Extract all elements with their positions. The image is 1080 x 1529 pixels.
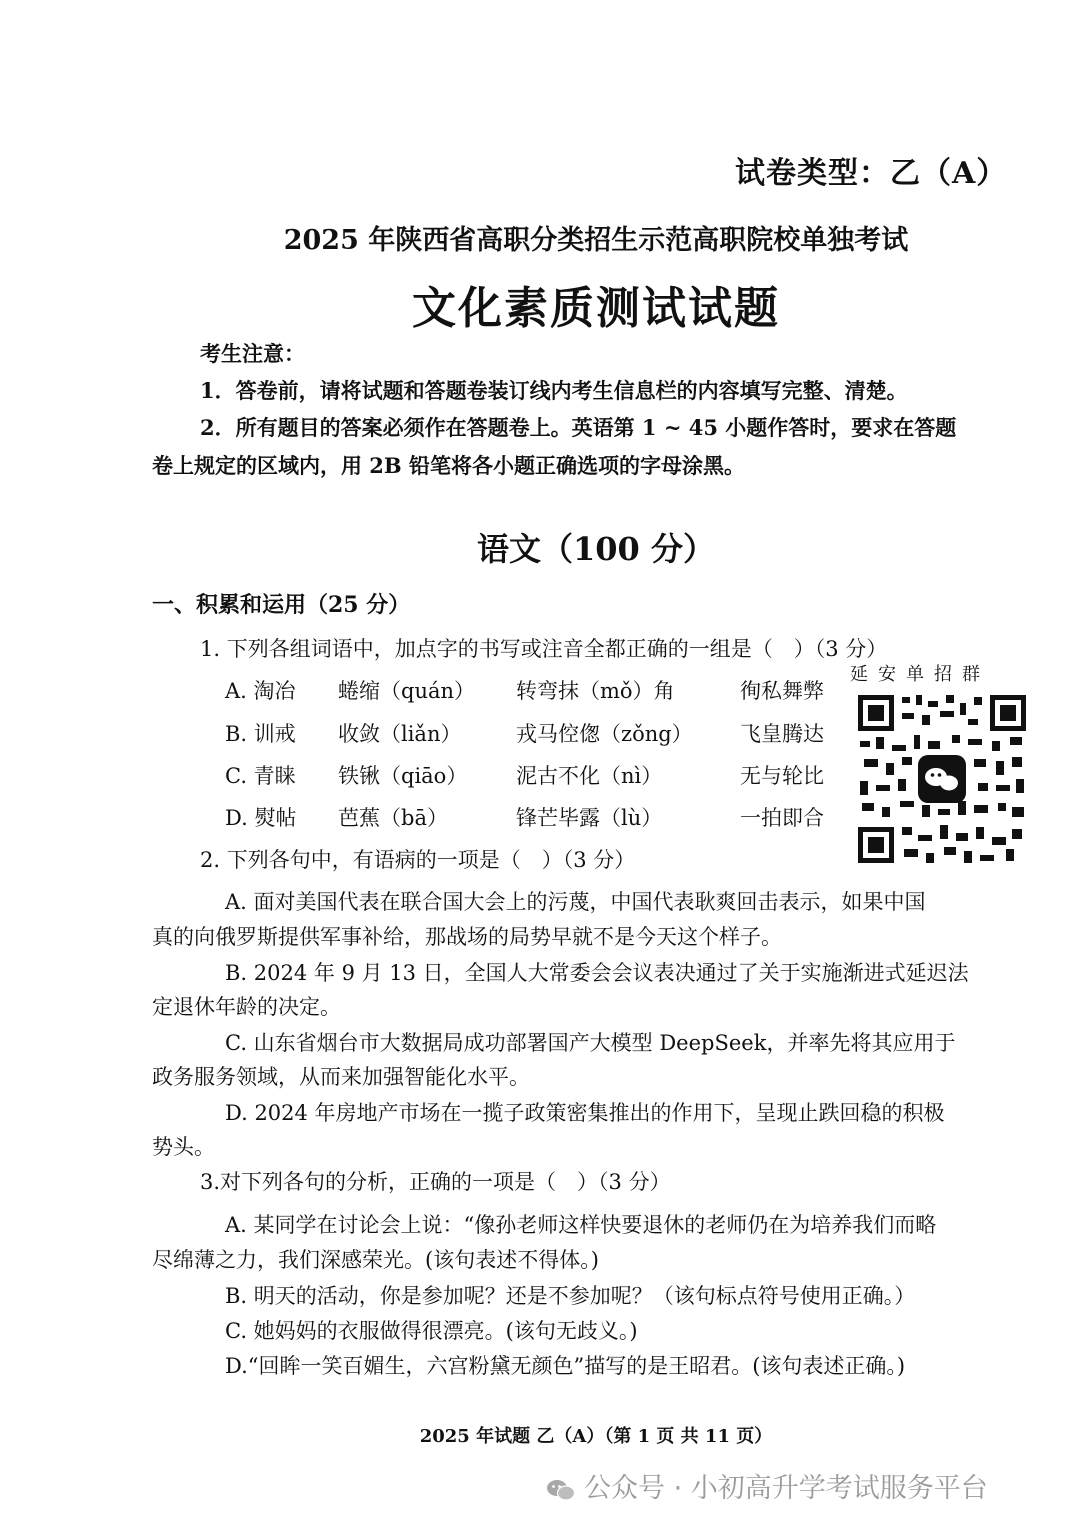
q1-option-b-word4: 飞皇腾达 — [740, 722, 824, 746]
q2-option-a-line-1: A. 面对美国代表在联合国大会上的污蔑，中国代表耿爽回击表示，如果中国 — [225, 890, 926, 914]
q1-option-c-word4: 无与轮比 — [740, 764, 824, 788]
q1-option-a-word1: A. 淘冶 — [225, 679, 296, 703]
q3-option-a-line-1: A. 某同学在讨论会上说：“像孙老师这样快要退休的老师仍在为培养我们而略 — [225, 1213, 937, 1237]
q2-option-d-line-2: 势头。 — [152, 1135, 215, 1159]
q1-option-b-word3: 戎马倥偬（zǒng） — [516, 722, 693, 746]
notice-item-2-line-1: 2．所有题目的答案必须作在答题卷上。英语第 1 ~ 45 小题作答时，要求在答题 — [200, 415, 957, 440]
q3-option-b: B. 明天的活动，你是参加呢？还是不参加呢？（该句标点符号使用正确。） — [225, 1284, 916, 1308]
q1-option-d-word4: 一拍即合 — [740, 806, 824, 830]
main-title: 文化素质测试试题 — [412, 283, 780, 334]
q2-option-c-line-2: 政务服务领域，从而来加强智能化水平。 — [152, 1065, 530, 1089]
q2-option-d-line-1: D. 2024 年房地产市场在一揽子政策密集推出的作用下，呈现止跌回稳的积极 — [225, 1101, 945, 1125]
q2-option-b-line-1: B. 2024 年 9 月 13 日，全国人大常委会会议表决通过了关于实施渐进式延迟法 — [225, 961, 969, 985]
q2-option-b-line-2: 定退休年龄的决定。 — [152, 995, 341, 1019]
part-title: 一、积累和运用（25 分） — [152, 592, 411, 618]
q1-option-d-word2: 芭蕉（bā） — [338, 806, 448, 830]
q1-option-c-word2: 铁锹（qiāo） — [338, 764, 468, 788]
question-1-stem: 1. 下列各组词语中，加点字的书写或注音全都正确的一组是（ ）（3 分） — [200, 637, 888, 661]
q1-option-b-word1: B. 训戒 — [225, 722, 296, 746]
watermark — [546, 1466, 988, 1505]
notice-heading: 考生注意： — [200, 341, 305, 366]
q3-option-a-line-2: 尽绵薄之力，我们深感荣光。(该句表述不得体。) — [152, 1248, 599, 1272]
q3-option-d: D.“回眸一笑百媚生，六宫粉黛无颜色”描写的是王昭君。(该句表述正确。) — [225, 1354, 906, 1378]
q1-option-a-word4: 徇私舞弊 — [740, 679, 824, 703]
page-footer: 2025 年试题 乙（A）（第 1 页 共 11 页） — [419, 1426, 773, 1447]
qr-label: 延安单招群 — [850, 664, 990, 685]
q1-option-a-word3: 转弯抹（mǒ）角 — [516, 679, 675, 703]
watermark-text: 公众号 · 小初高升学考试服务平台 — [584, 1473, 988, 1504]
q1-option-a-word2: 蜷缩（quán） — [338, 679, 476, 703]
q1-option-d-word3: 锋芒毕露（lù） — [516, 806, 663, 830]
q3-option-c: C. 她妈妈的衣服做得很漂亮。(该句无歧义。) — [225, 1319, 638, 1343]
notice-item-1: 1．答卷前，请将试题和答题卷装订线内考生信息栏的内容填写完整、清楚。 — [200, 378, 908, 403]
question-3-stem: 3.对下列各句的分析，正确的一项是（ ）（3 分） — [200, 1170, 671, 1194]
q1-option-d-word1: D. 熨帖 — [225, 806, 297, 830]
question-2-stem: 2. 下列各句中，有语病的一项是（ ）（3 分） — [200, 848, 636, 872]
wechat-icon — [546, 1478, 576, 1502]
section-title: 语文（100 分） — [477, 530, 715, 568]
exam-title: 2025 年陕西省高职分类招生示范高职院校单独考试 — [283, 225, 909, 256]
q1-option-b-word2: 收敛（liǎn） — [338, 722, 462, 746]
paper-type: 试卷类型：乙（A） — [735, 156, 1008, 191]
q2-option-a-line-2: 真的向俄罗斯提供军事补给，那战场的局势早就不是今天这个样子。 — [152, 925, 782, 949]
notice-item-2-line-2: 卷上规定的区域内，用 2B 铅笔将各小题正确选项的字母涂黑。 — [152, 453, 745, 478]
q1-option-c-word3: 泥古不化（nì） — [516, 764, 663, 788]
wechat-qr-code-icon — [856, 693, 1028, 865]
q1-option-c-word1: C. 青睐 — [225, 764, 296, 788]
q2-option-c-line-1: C. 山东省烟台市大数据局成功部署国产大模型 DeepSeek，并率先将其应用于 — [225, 1031, 956, 1055]
